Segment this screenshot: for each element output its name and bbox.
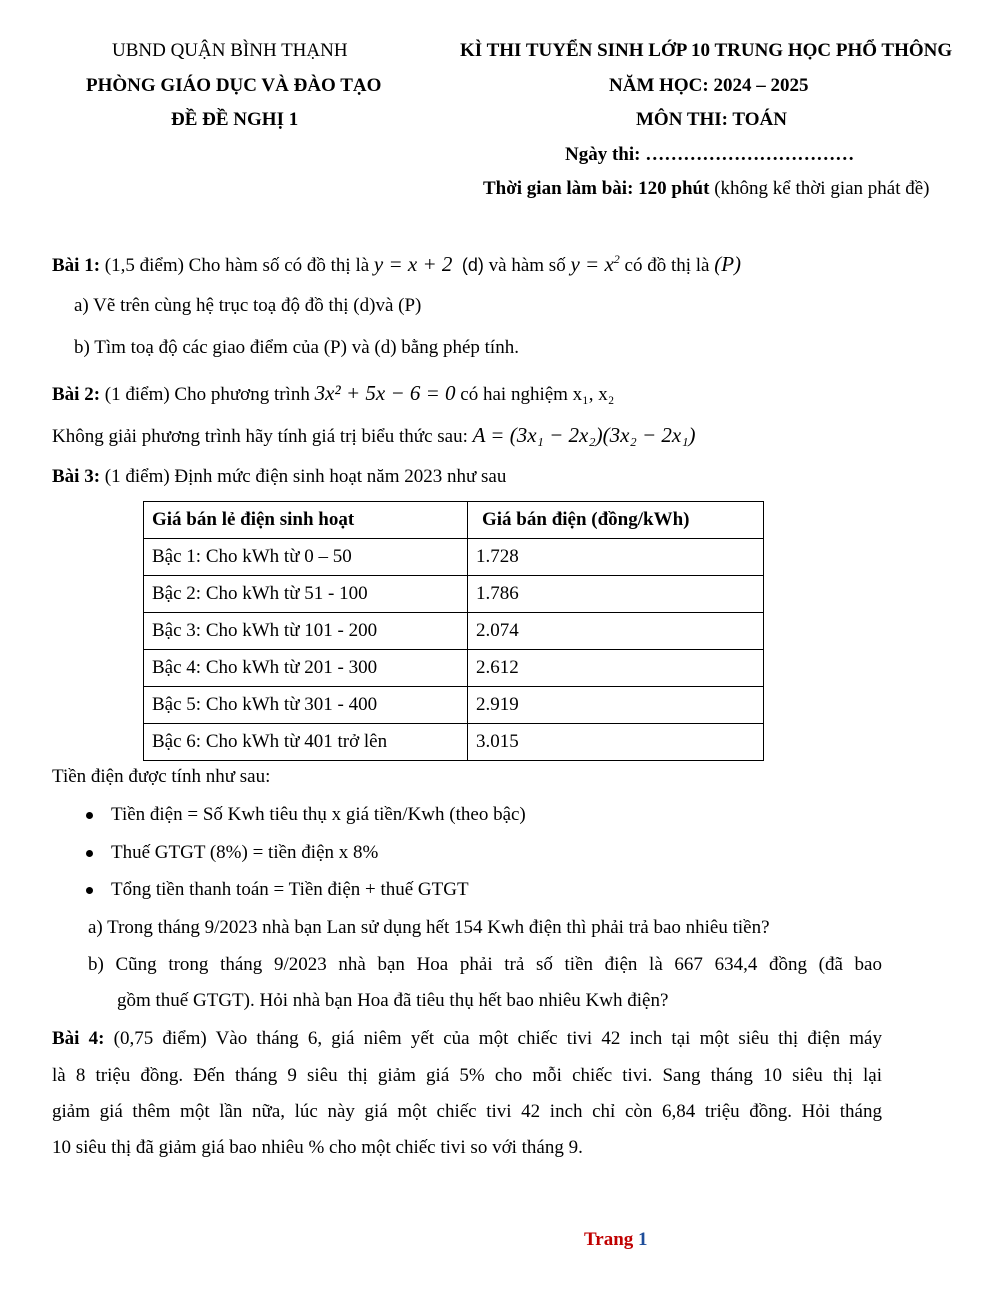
bai2-question-text: Không giải phương trình hãy tính giá trị biểu thức sau: <box>52 426 473 447</box>
table-row <box>144 539 764 576</box>
header-subject: MÔN THI: TOÁN <box>636 109 787 130</box>
bai1-p-label: (P) <box>714 252 742 276</box>
table-row <box>144 724 764 761</box>
bai1-equation-line: y = x + 2 <box>373 252 453 276</box>
table-row <box>144 613 764 650</box>
bai3-text: (1 điểm) Định mức điện sinh hoạt năm 2023 như sau <box>100 466 507 487</box>
bai2-title: Bài 2: <box>52 384 101 405</box>
header-department: PHÒNG GIÁO DỤC VÀ ĐÀO TẠO <box>86 75 382 96</box>
bai2-expression: A = (3x₁ − 2x₂)(3x₂ − 2x₁) <box>472 423 696 447</box>
bai4-line4: 10 siêu thị đã giảm giá bao nhiêu % cho một chiếc tivi so với tháng 9. <box>52 1137 583 1158</box>
bai1-eq2-text: y = x <box>570 252 614 276</box>
bai2-question <box>52 423 696 448</box>
header-org: UBND QUẬN BÌNH THẠNH <box>112 40 348 61</box>
bai1-text1: (1,5 điểm) Cho hàm số có đồ thị là <box>100 255 374 276</box>
table-cell: 2.074 <box>468 613 764 650</box>
bai1-part-a: a) Vẽ trên cùng hệ trục toạ độ đồ thị (d)và (P) <box>74 295 422 316</box>
bai2-text2: có hai nghiệm x₁, x₂ <box>455 384 615 405</box>
electricity-price-table <box>143 501 764 761</box>
bai2-equation: 3x² + 5x − 6 = 0 <box>314 381 456 405</box>
header-exam-code: ĐỀ ĐỀ NGHỊ 1 <box>171 109 299 130</box>
table-cell: 1.728 <box>468 539 764 576</box>
bullet-icon <box>86 812 93 819</box>
bai3-bullet-2: Thuế GTGT (8%) = tiền điện x 8% <box>111 842 379 863</box>
table-cell: 1.786 <box>468 576 764 613</box>
bai3-part-a: a) Trong tháng 9/2023 nhà bạn Lan sử dụng hết 154 Kwh điện thì phải trả bao nhiêu tiền? <box>88 917 770 938</box>
bai1-part-b: b) Tìm toạ độ các giao điểm của (P) và (d) bằng phép tính. <box>74 337 519 358</box>
table-cell: 3.015 <box>468 724 764 761</box>
bai3-bullet-3: Tổng tiền thanh toán = Tiền điện + thuế GTGT <box>111 879 469 900</box>
table-cell: Bậc 3: Cho kWh từ 101 - 200 <box>144 613 468 650</box>
table-cell: 2.919 <box>468 687 764 724</box>
page-number: 1 <box>638 1229 648 1250</box>
bai1-text2: và hàm số <box>483 255 571 276</box>
table-row <box>144 650 764 687</box>
bai3-part-b-line1: b) Cũng trong tháng 9/2023 nhà bạn Hoa phải trả số tiền điện là 667 634,4 đồng (đã bao <box>88 954 882 975</box>
bai4-line1 <box>52 1028 882 1050</box>
bai3-calc-intro: Tiền điện được tính như sau: <box>52 766 271 787</box>
page-footer <box>584 1229 648 1251</box>
bai3-statement <box>52 466 506 488</box>
footer-label: Trang <box>584 1229 639 1250</box>
bai1-d-label: (d) <box>461 255 484 275</box>
table-cell: 2.612 <box>468 650 764 687</box>
bai3-bullet-1: Tiền điện = Số Kwh tiêu thụ x giá tiền/Kwh (theo bậc) <box>111 804 526 825</box>
table-cell: Bậc 4: Cho kWh từ 201 - 300 <box>144 650 468 687</box>
bai4-line2: là 8 triệu đồng. Đến tháng 9 siêu thị giảm giá 5% cho mỗi chiếc tivi. Sang tháng 10 siêu thị lại <box>52 1065 882 1086</box>
bai1-title: Bài 1: <box>52 255 101 276</box>
table-cell: Bậc 5: Cho kWh từ 301 - 400 <box>144 687 468 724</box>
header-exam-title: KÌ THI TUYỂN SINH LỚP 10 TRUNG HỌC PHỔ THÔNG <box>460 40 953 61</box>
bullet-icon <box>86 887 93 894</box>
table-header-row <box>144 502 764 539</box>
bai1-statement <box>52 252 741 277</box>
time-note: (không kể thời gian phát đề) <box>709 178 930 199</box>
table-cell: Bậc 1: Cho kWh từ 0 – 50 <box>144 539 468 576</box>
table-header-cell: Giá bán lẻ điện sinh hoạt <box>144 502 468 539</box>
bai4-text1: (0,75 điểm) Vào tháng 6, giá niêm yết của một chiếc tivi 42 inch tại một siêu thị điện máy <box>104 1028 882 1049</box>
header-school-year: NĂM HỌC: 2024 – 2025 <box>609 75 809 96</box>
time-label: Thời gian làm bài: 120 phút <box>483 178 710 199</box>
header-time-limit <box>483 178 930 200</box>
table-cell: Bậc 6: Cho kWh từ 401 trở lên <box>144 724 468 761</box>
header-exam-date: Ngày thi: …………………………… <box>565 144 855 165</box>
bai3-title: Bài 3: <box>52 466 101 487</box>
bai2-statement <box>52 381 614 406</box>
bullet-icon <box>86 850 93 857</box>
bai2-text1: (1 điểm) Cho phương trình <box>100 384 315 405</box>
bai4-line3: giảm giá thêm một lần nữa, lúc này giá một chiếc tivi 42 inch chỉ còn 6,84 triệu đồng. Hỏi tháng <box>52 1101 882 1122</box>
bai1-text3: có đồ thị là <box>619 255 715 276</box>
table-row <box>144 687 764 724</box>
table-row <box>144 576 764 613</box>
bai3-part-b-line2: gồm thuế GTGT). Hỏi nhà bạn Hoa đã tiêu thụ hết bao nhiêu Kwh điện? <box>117 990 669 1011</box>
bai4-title: Bài 4: <box>52 1028 105 1049</box>
table-header-cell: Giá bán điện (đồng/kWh) <box>468 502 764 539</box>
bai1-equation-parabola: $y = x^2$ <box>570 252 620 276</box>
table-cell: Bậc 2: Cho kWh từ 51 - 100 <box>144 576 468 613</box>
